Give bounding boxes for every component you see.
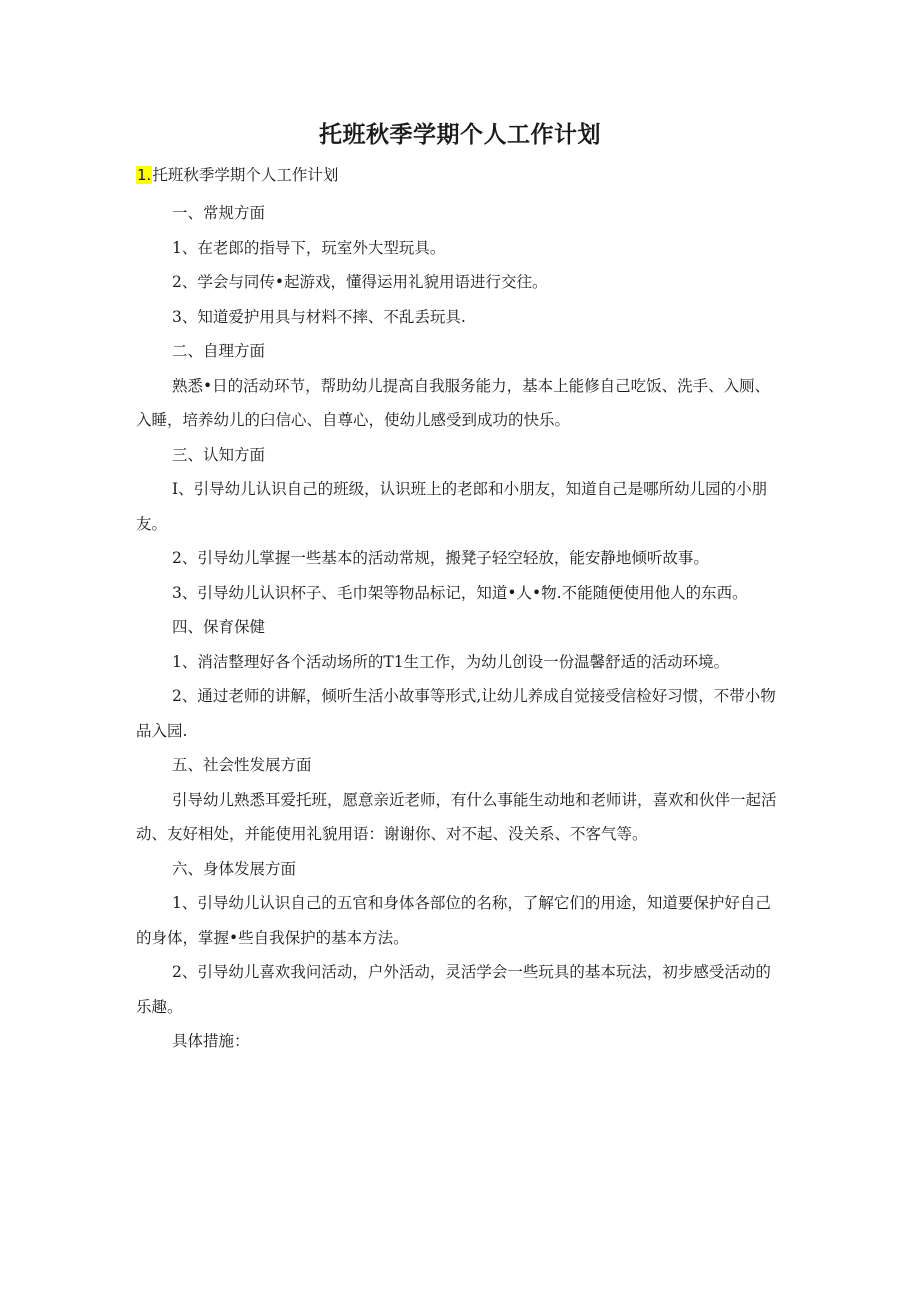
page-title: 托班秋季学期个人工作计划 (319, 122, 601, 148)
heading-physical-development: 六、身体发展方面 (172, 859, 297, 878)
heading-routine: 一、常规方面 (172, 204, 266, 222)
heading-social-development: 五、社会性发展方面 (172, 756, 312, 774)
heading-self-care: 二、自理方面 (172, 342, 266, 360)
paragraph: 2、学会与同传•起游戏，懂得运用礼貌用语进行交往。 (172, 273, 548, 291)
section-heading (136, 163, 338, 185)
paragraph: 3、引导幼儿认识杯子、毛巾架等物品标记，知道•人•物.不能随便使用他人的东西。 (172, 583, 748, 602)
paragraph: 2、引导幼儿喜欢我问活动，户外活动，灵活学会一些玩具的基本玩法，初步感受活动的乐趣。 (136, 963, 771, 1016)
paragraph: 引导幼儿熟悉耳爱托班，愿意亲近老师，有什么事能生动地和老师讲，喜欢和伙伴一起活动、友好相处，并能使用礼貌用语：谢谢你、对不起、没关系、不客气等。 (136, 790, 777, 843)
paragraph: I、引导幼儿认识自己的班级，认识班上的老郎和小朋友，知道自己是哪所幼儿园的小朋友。 (136, 480, 768, 533)
paragraph: 2、引导幼儿掌握一些基本的活动常规，搬凳子轻空轻放，能安静地倾听故事。 (172, 549, 709, 567)
heading-measures: 具体措施： (172, 1032, 250, 1050)
document-body (136, 196, 784, 1059)
heading-health-care: 四、保育保健 (172, 618, 266, 636)
paragraph: 2、通过老师的讲解，倾听生活小故事等形式,让幼儿养成自觉接受信检好习惯，不带小物品入园. (136, 687, 776, 740)
paragraph: 1、引导幼儿认识自己的五官和身体各部位的名称，了解它们的用途，知道要保护好自己的身体，掌握•些自我保护的基本方法。 (136, 894, 771, 947)
paragraph: 1、在老郎的指导下，玩室外大型玩具。 (172, 238, 446, 257)
section-heading-text: 托班秋季学期个人工作计划 (152, 166, 339, 184)
highlighted-number: 1. (137, 166, 152, 184)
heading-cognition: 三、认知方面 (172, 445, 266, 464)
paragraph: 熟悉•日的活动环节，帮助幼儿提高自我服务能力，基本上能修自己吃饭、洗手、入厕、入睡，培养幼儿的臼信心、自尊心，使幼儿感受到成功的快乐。 (136, 376, 771, 429)
paragraph: 1、消洁整理好各个活动场所的T1生工作，为幼儿创设一份温馨舒适的活动环境。 (172, 652, 730, 671)
paragraph: 3、知道爱护用具与材料不摔、不乱丢玩具. (172, 307, 466, 326)
